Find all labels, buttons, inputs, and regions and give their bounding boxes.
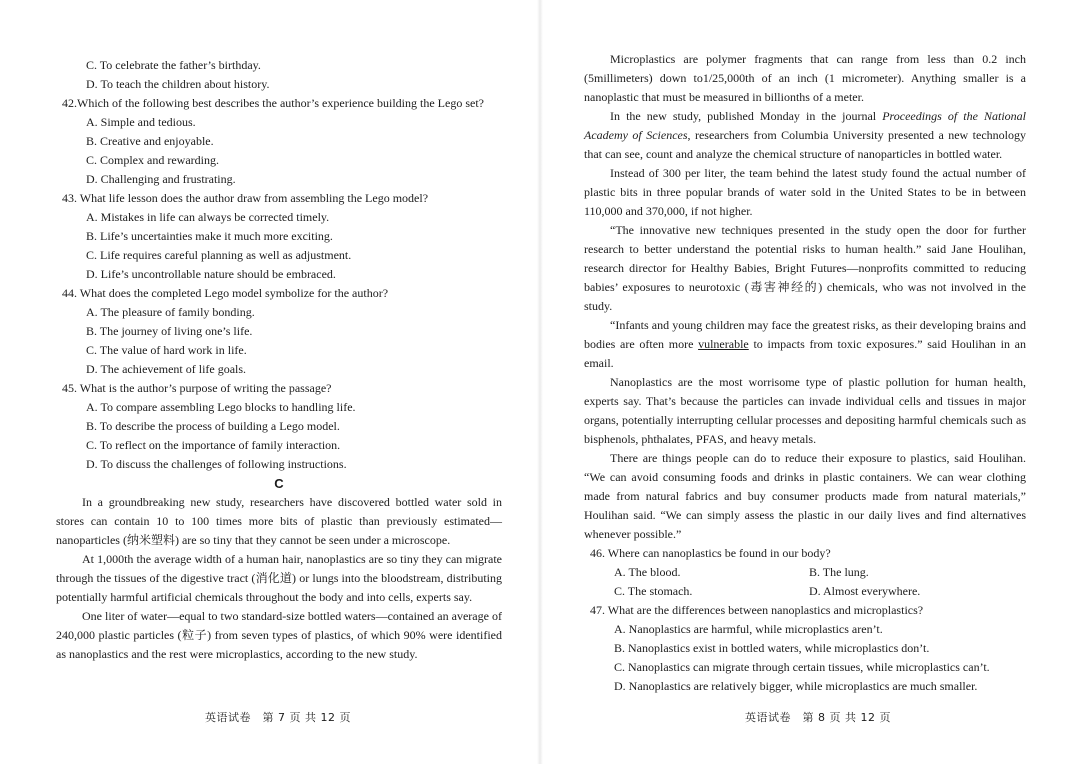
section-heading: C: [274, 476, 284, 491]
q45-option-c: C. To reflect on the importance of family interaction.: [86, 438, 341, 452]
text-run: “Infants and young children may face the greatest risks, as their developing brains and bodies are often more: [584, 318, 1026, 351]
q47-option-c: C. Nanoplastics can migrate through certain tissues, while microplastics can’t.: [614, 660, 990, 674]
page-footer: 英语试卷 第 8 页 共 12 页: [745, 711, 891, 724]
q45-option-a: A. To compare assembling Lego blocks to handling life.: [86, 400, 356, 414]
q42-option-c: C. Complex and rewarding.: [86, 153, 219, 167]
q44-option-d: D. The achievement of life goals.: [86, 362, 247, 376]
passage-paragraph: There are things people can do to reduce their exposure to plastics, said Houlihan. “We can avoid consuming foods and drinks in plastic containers. We can wear clothing made from natural fabrics and buy consumer products made from natural materials,” Houlihan said. “We can simply assess the plastic in our daily lives and find alternatives whenever possible.”: [584, 451, 1026, 541]
page-footer: 英语试卷 第 7 页 共 12 页: [205, 711, 351, 724]
q44-option-b: B. The journey of living one’s life.: [86, 324, 253, 338]
text-run: , researchers from Columbia University presented a new technology that can see, count and analyze the chemical structure of nanoparticles in bottled water.: [584, 128, 1026, 161]
q45-stem: 45. What is the author’s purpose of writing the passage?: [62, 381, 332, 395]
text-run: to impacts from toxic exposures.” said Houlihan in an email.: [584, 337, 1026, 370]
q43-option-b: B. Life’s uncertainties make it much more exciting.: [86, 229, 333, 243]
passage-paragraph: Microplastics are polymer fragments that can range from less than 0.2 inch (5millimeters) down to1/25,000th of an inch (1 micrometer). Anything smaller is a nanoplastic that must be measured in billionths of a meter.: [584, 52, 1026, 104]
q47-option-d: D. Nanoplastics are relatively bigger, while microplastics are much smaller.: [614, 679, 978, 693]
q46-options: [584, 563, 1026, 601]
q47-stem: 47. What are the differences between nanoplastics and microplastics?: [590, 603, 924, 617]
q44-option-c: C. The value of hard work in life.: [86, 343, 247, 357]
q45-option-b: B. To describe the process of building a Lego model.: [86, 419, 340, 433]
underlined-word: vulnerable: [698, 337, 749, 351]
q42-stem: 42.Which of the following best describes the author’s experience building the Lego set?: [62, 96, 484, 110]
q43-stem: 43. What life lesson does the author draw from assembling the Lego model?: [62, 191, 429, 205]
right-page: [540, 0, 1080, 764]
q41-option-c: C. To celebrate the father’s birthday.: [86, 58, 261, 72]
passage-paragraph: In a groundbreaking new study, researchers have discovered bottled water sold in stores can contain 10 to 100 times more bits of plastic than previously estimated—nanoparticles (纳米塑料) are so tiny that they cannot be seen under a microscope.: [56, 495, 502, 547]
passage-paragraph: Instead of 300 per liter, the team behind the latest study found the actual number of plastic bits in three popular brands of water sold in the United States to be in between 110,000 and 370,000, if not higher.: [584, 166, 1026, 218]
q43-option-a: A. Mistakes in life can always be corrected timely.: [86, 210, 330, 224]
text-run: In the new study, published Monday in the journal: [610, 109, 883, 123]
q45-option-d: D. To discuss the challenges of following instructions.: [86, 457, 347, 471]
q41-option-d: D. To teach the children about history.: [86, 77, 270, 91]
journal-name: Proceedings of the National Academy of Sciences: [584, 109, 1026, 142]
q46-option-c: C. The stomach.: [614, 584, 693, 598]
q47-option-a: A. Nanoplastics are harmful, while microplastics aren’t.: [614, 622, 883, 636]
q43-option-c: C. Life requires careful planning as well as adjustment.: [86, 248, 352, 262]
passage-paragraph: At 1,000th the average width of a human hair, nanoplastics are so tiny they can migrate through the tissues of the digestive tract (消化道) or lungs into the bloodstream, distributing potentially harmful artificial chemicals throughout the body and into cells, experts say.: [56, 552, 502, 604]
q42-option-b: B. Creative and enjoyable.: [86, 134, 214, 148]
q42-option-a: A. Simple and tedious.: [86, 115, 196, 129]
q46-stem: 46. Where can nanoplastics be found in our body?: [590, 546, 831, 560]
q43-option-d: D. Life’s uncontrollable nature should be embraced.: [86, 267, 336, 281]
passage-paragraph: Nanoplastics are the most worrisome type of plastic pollution for human health, experts say. That’s because the particles can invade individual cells and tissues in major organs, potentially interrupting cellular processes and depositing harmful chemicals such as bisphenols, phthalates, PFAS, and heavy metals.: [584, 375, 1026, 446]
passage-paragraph: [584, 316, 1026, 373]
passage-paragraph: [584, 107, 1026, 164]
q46-option-a: A. The blood.: [614, 565, 681, 579]
passage-paragraph: One liter of water—equal to two standard-size bottled waters—contained an average of 240,000 plastic particles (粒子) from seven types of plastics, of which 90% were identified as nanoplastics and the rest were microplastics, according to the new study.: [56, 609, 502, 661]
q42-option-d: D. Challenging and frustrating.: [86, 172, 236, 186]
q47-option-b: B. Nanoplastics exist in bottled waters, while microplastics don’t.: [614, 641, 930, 655]
q46-option-b: B. The lung.: [809, 565, 869, 579]
q44-option-a: A. The pleasure of family bonding.: [86, 305, 255, 319]
q44-stem: 44. What does the completed Lego model symbolize for the author?: [62, 286, 389, 300]
passage-paragraph: “The innovative new techniques presented in the study open the door for further research to better understand the potential risks to human health.” said Jane Houlihan, research director for Healthy Babies, Bright Futures—nonprofits committed to reducing babies’ exposures to neurotoxic (毒害神经的) chemicals, who was not involved in the study.: [584, 223, 1026, 313]
q46-option-d: D. Almost everywhere.: [809, 584, 921, 598]
